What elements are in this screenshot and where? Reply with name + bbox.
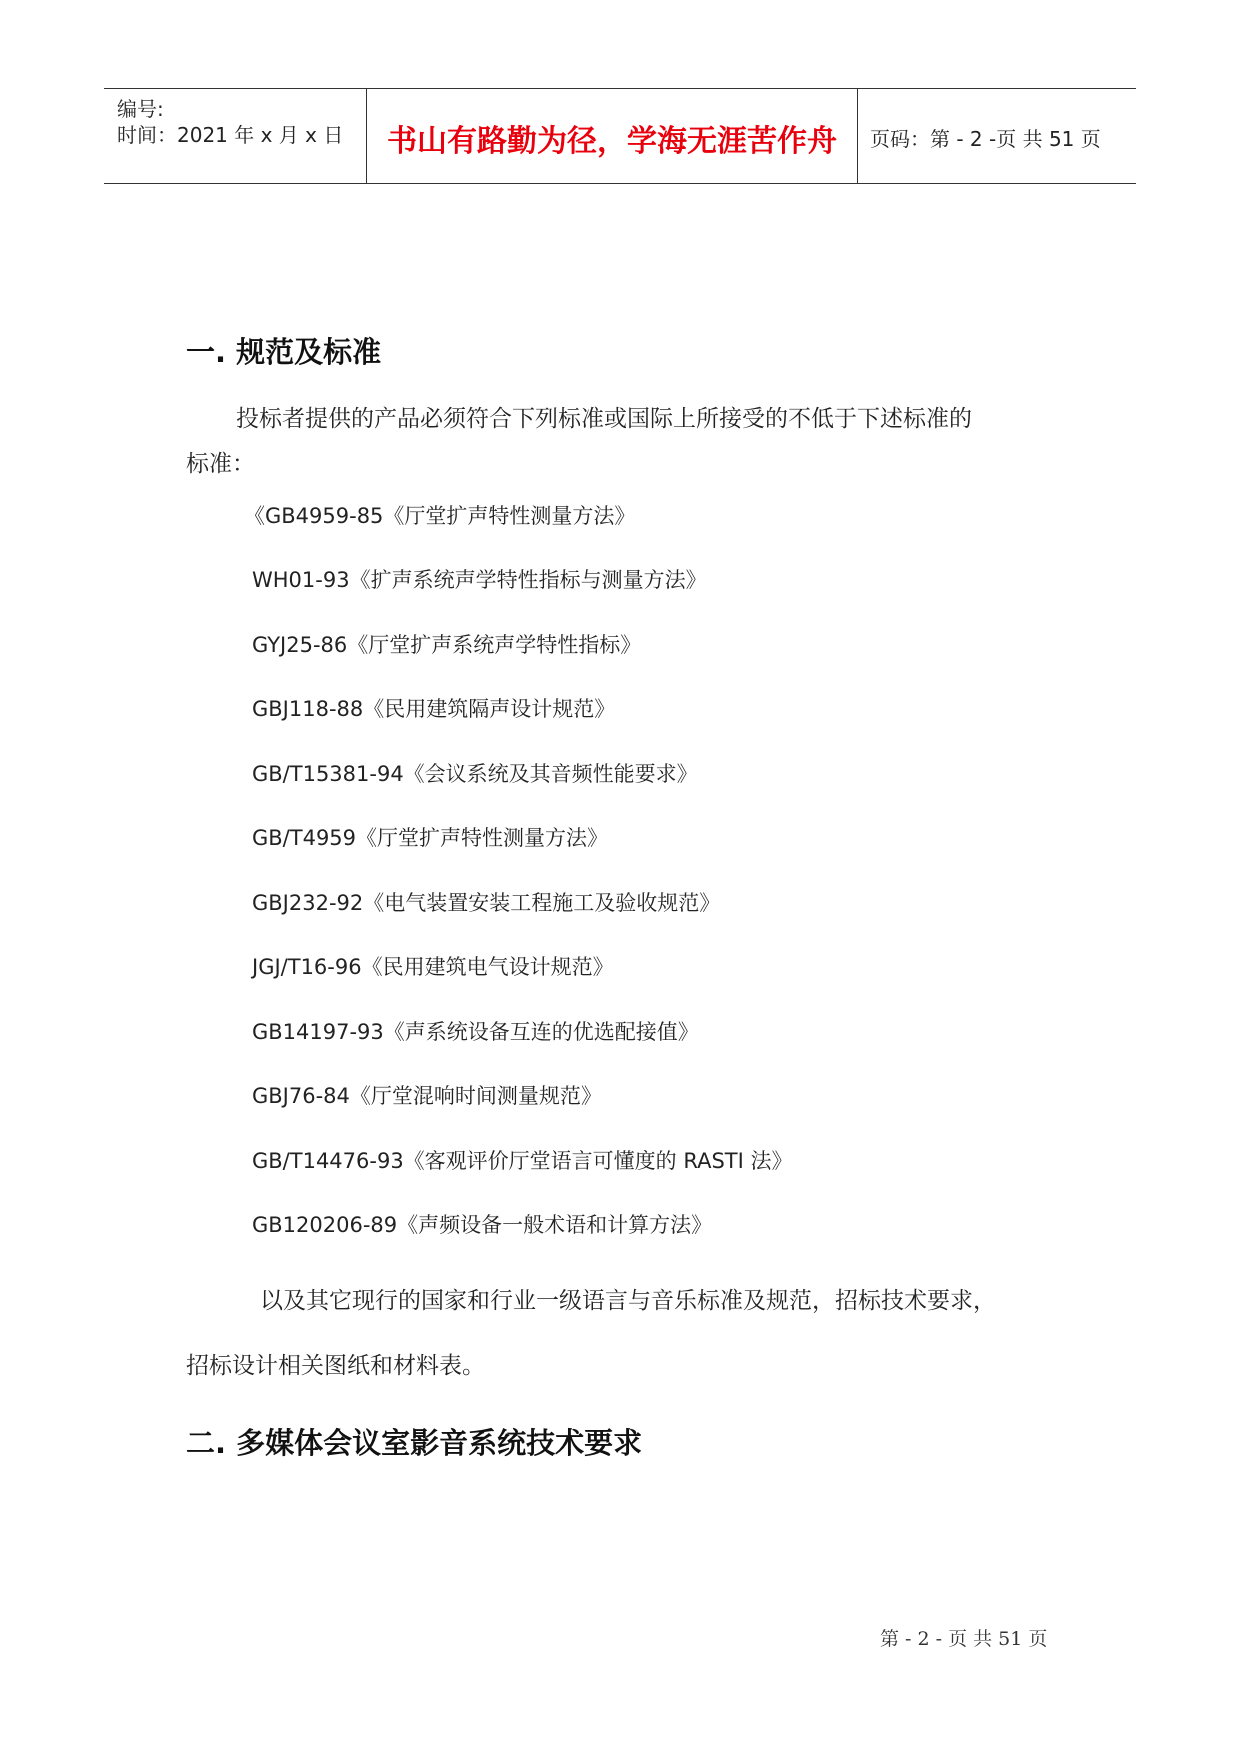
document-time-label: 时间：2021 年 x 月 x 日: [117, 123, 344, 147]
standard-item: GBJ76-84《厅堂混响时间测量规范》: [252, 1084, 602, 1108]
standard-item: GB/T14476-93《客观评价厅堂语言可懂度的 RASTI 法》: [252, 1149, 793, 1173]
closing-paragraph-line-2: 招标设计相关图纸和材料表。: [186, 1353, 485, 1379]
standard-item: GBJ232-92《电气装置安装工程施工及验收规范》: [252, 891, 721, 915]
header-page-cell: [858, 89, 1136, 183]
header-motto-cell: [366, 89, 858, 183]
standard-item: GBJ118-88《民用建筑隔声设计规范》: [252, 697, 616, 721]
standard-item: GB120206-89《声频设备一般术语和计算方法》: [252, 1213, 713, 1237]
header-meta-cell: [104, 89, 366, 183]
standard-item: GYJ25-86《厅堂扩声系统声学特性指标》: [252, 633, 642, 657]
document-header: [104, 88, 1136, 184]
standard-item: GB/T4959《厅堂扩声特性测量方法》: [252, 826, 609, 850]
header-motto: 书山有路勤为径，学海无涯苦作舟: [387, 124, 837, 159]
standard-item: GB/T15381-94《会议系统及其音频性能要求》: [252, 762, 698, 786]
intro-paragraph-line-1: 投标者提供的产品必须符合下列标准或国际上所接受的不低于下述标准的: [236, 406, 972, 432]
intro-paragraph-line-2: 标准：: [186, 451, 255, 477]
standard-item: WH01-93《扩声系统声学特性指标与测量方法》: [252, 568, 707, 592]
page-footer: 第 - 2 - 页 共 51 页: [880, 1628, 1048, 1650]
section-heading-standards: 一. 规范及标准: [186, 335, 382, 369]
standard-item: 《GB4959-85《厅堂扩声特性测量方法》: [244, 504, 636, 528]
closing-paragraph-line-1: 以及其它现行的国家和行业一级语言与音乐标准及规范，招标技术要求，: [260, 1288, 996, 1314]
standard-item: GB14197-93《声系统设备互连的优选配接值》: [252, 1020, 699, 1044]
header-page-code: 页码：第 - 2 -页 共 51 页: [870, 127, 1101, 151]
standard-item: JGJ/T16-96《民用建筑电气设计规范》: [252, 955, 614, 979]
section-heading-av-requirements: 二. 多媒体会议室影音系统技术要求: [186, 1426, 643, 1460]
document-number-label: 编号:: [117, 97, 164, 121]
